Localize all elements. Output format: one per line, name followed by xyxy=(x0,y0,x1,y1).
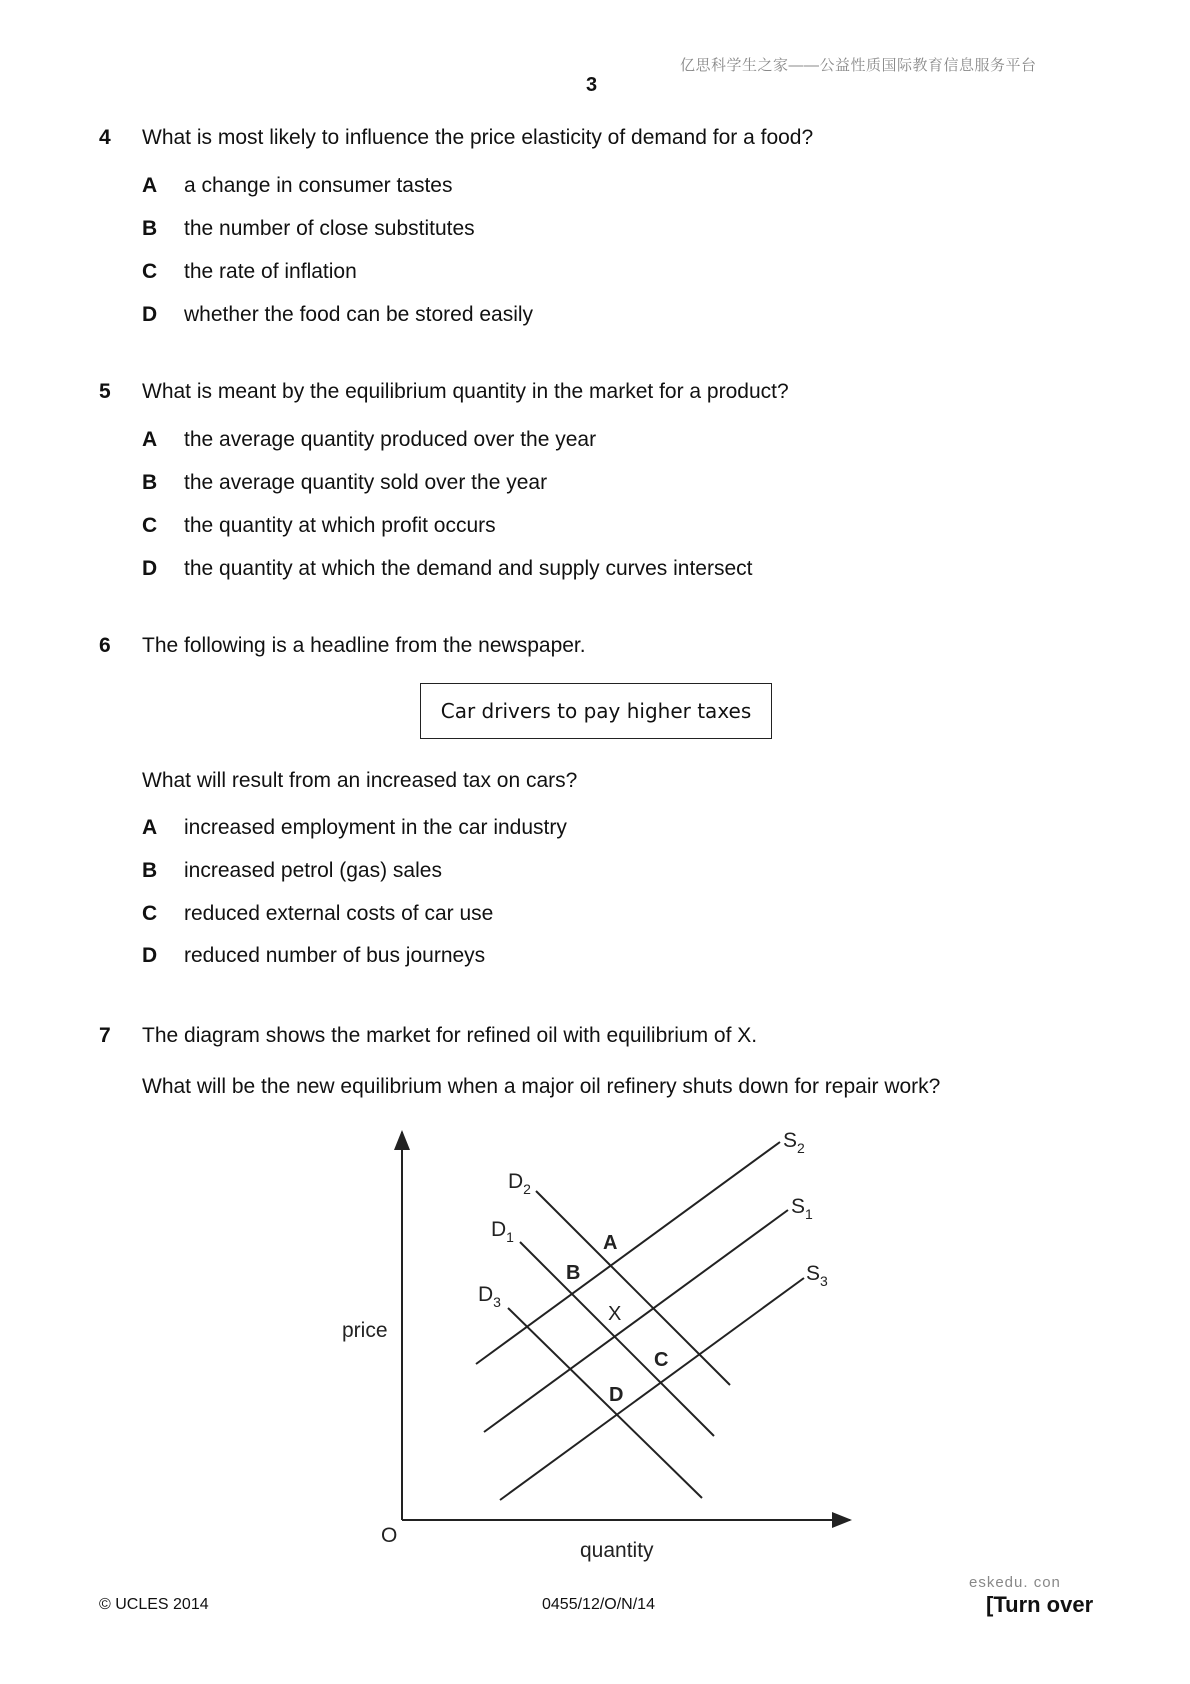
supply-curve-s1 xyxy=(484,1210,788,1432)
question-7-number: 7 xyxy=(99,1024,111,1047)
question-6-question: What will result from an increased tax on cars? xyxy=(142,769,578,792)
label-s2-sub: 2 xyxy=(797,1140,805,1156)
q4-option-a-text: a change in consumer tastes xyxy=(184,174,453,197)
newspaper-headline: Car drivers to pay higher taxes xyxy=(420,683,772,739)
q5-option-d-letter: D xyxy=(142,557,158,580)
q6-option-c-letter: C xyxy=(142,902,158,925)
question-5-stem: What is meant by the equilibrium quantity in the market for a product? xyxy=(142,380,789,403)
q5-option-d-text: the quantity at which the demand and supply curves intersect xyxy=(184,557,753,580)
label-d3-sub: 3 xyxy=(493,1294,501,1310)
label-s2 xyxy=(783,1129,805,1156)
label-d2-letter: D xyxy=(508,1170,524,1193)
q6-option-a-text: increased employment in the car industry xyxy=(184,816,567,839)
question-4-number: 4 xyxy=(99,126,111,149)
footer-copyright: © UCLES 2014 xyxy=(99,1596,209,1613)
label-s3-letter: S xyxy=(806,1262,821,1285)
q4-option-a-letter: A xyxy=(142,174,158,197)
origin-label: O xyxy=(381,1524,398,1547)
question-7-stem: The diagram shows the market for refined oil with equilibrium of X. xyxy=(142,1024,758,1047)
supply-curve-s3 xyxy=(500,1278,804,1500)
question-4-stem: What is most likely to influence the price elasticity of demand for a food? xyxy=(142,126,814,149)
footer-paper-code: 0455/12/O/N/14 xyxy=(542,1596,655,1613)
label-s1-sub: 1 xyxy=(805,1206,813,1222)
label-d1 xyxy=(491,1218,514,1245)
q5-option-b-letter: B xyxy=(142,471,158,494)
question-6-number: 6 xyxy=(99,634,111,657)
q4-option-c-letter: C xyxy=(142,260,158,283)
question-5-number: 5 xyxy=(99,380,111,403)
q6-option-d-text: reduced number of bus journeys xyxy=(184,944,486,967)
q6-option-a-letter: A xyxy=(142,816,158,839)
label-d3-letter: D xyxy=(478,1283,494,1306)
turn-over: [Turn over xyxy=(986,1592,1094,1617)
label-d1-letter: D xyxy=(491,1218,507,1241)
point-d: D xyxy=(609,1384,624,1406)
q4-option-b-text: the number of close substitutes xyxy=(184,217,475,240)
question-7-question: What will be the new equilibrium when a major oil refinery shuts down for repair work? xyxy=(142,1075,941,1098)
x-axis-label: quantity xyxy=(580,1539,654,1562)
label-d2-sub: 2 xyxy=(523,1181,531,1197)
label-d1-sub: 1 xyxy=(506,1229,514,1245)
q5-option-a-text: the average quantity produced over the year xyxy=(184,428,597,451)
label-s1-letter: S xyxy=(791,1195,806,1218)
q4-option-d-letter: D xyxy=(142,303,158,326)
q5-option-b-text: the average quantity sold over the year xyxy=(184,471,548,494)
footer-site: eskedu. con xyxy=(969,1574,1061,1591)
header-watermark: 亿思科学生之家——公益性质国际教育信息服务平台 xyxy=(680,57,1037,74)
q4-option-d-text: whether the food can be stored easily xyxy=(184,303,534,326)
q5-option-c-text: the quantity at which profit occurs xyxy=(184,514,496,537)
label-s1 xyxy=(791,1195,813,1222)
point-c: C xyxy=(654,1349,669,1371)
label-d3 xyxy=(478,1283,501,1310)
q5-option-c-letter: C xyxy=(142,514,158,537)
point-b: B xyxy=(566,1262,581,1284)
q6-option-d-letter: D xyxy=(142,944,158,967)
q6-option-b-text: increased petrol (gas) sales xyxy=(184,859,442,882)
label-s3 xyxy=(806,1262,828,1289)
demand-curve-d3 xyxy=(508,1308,702,1498)
page-number: 3 xyxy=(586,74,598,96)
point-x: X xyxy=(608,1303,622,1325)
question-6-stem: The following is a headline from the newspaper. xyxy=(142,634,586,657)
q5-option-a-letter: A xyxy=(142,428,158,451)
q4-option-c-text: the rate of inflation xyxy=(184,260,357,283)
q4-option-b-letter: B xyxy=(142,217,158,240)
label-s2-letter: S xyxy=(783,1129,798,1152)
y-axis-label: price xyxy=(342,1319,388,1342)
q6-option-c-text: reduced external costs of car use xyxy=(184,902,494,925)
label-d2 xyxy=(508,1170,531,1197)
label-s3-sub: 3 xyxy=(820,1273,828,1289)
q6-option-b-letter: B xyxy=(142,859,158,882)
point-a: A xyxy=(603,1232,618,1254)
